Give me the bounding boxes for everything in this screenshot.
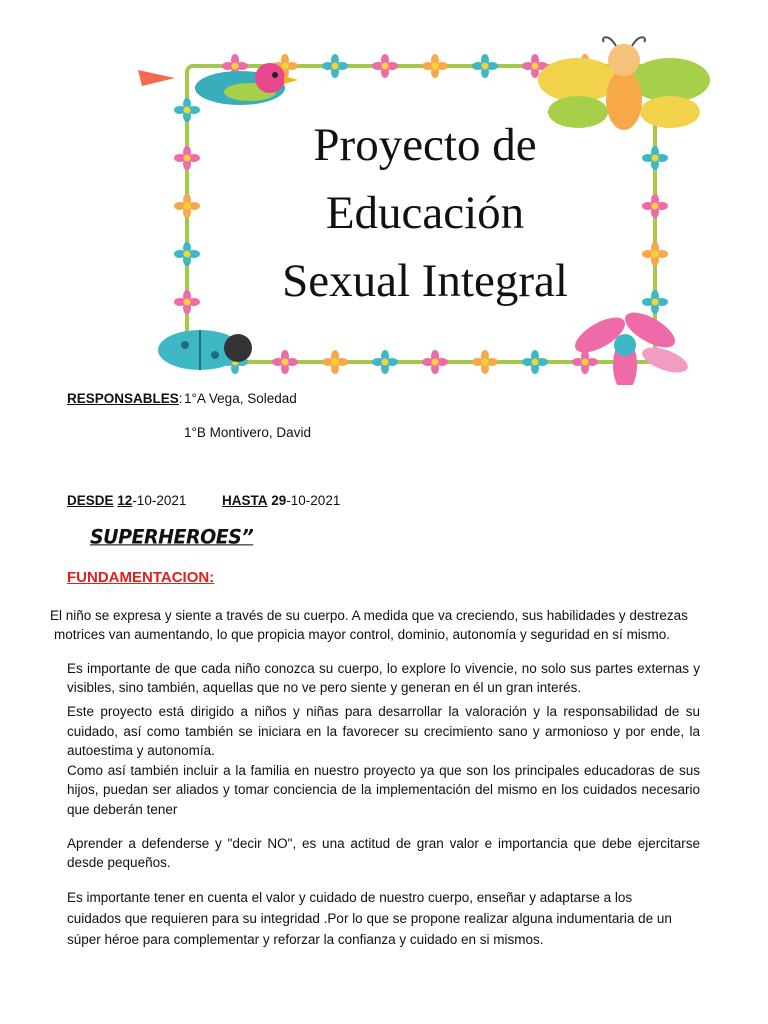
responsables-colon: : xyxy=(178,391,183,406)
paragraph-5-line-1: Es importante tener en cuenta el valor y cuidado de nuestro cuerpo, enseñar y adaptarse a los xyxy=(67,890,633,905)
frame-flower xyxy=(572,350,598,374)
hasta-label: HASTA xyxy=(222,493,268,508)
frame-flower xyxy=(642,194,668,218)
responsables-label: RESPONSABLES xyxy=(67,391,179,406)
responsable-entry-2: 1°B Montivero, David xyxy=(184,425,311,440)
title-banner xyxy=(130,30,710,385)
paragraph-3-line-1: Este proyecto está dirigido a niños y niñas para desarrollar la valoración y la responsabilidad de su xyxy=(67,704,700,719)
paragraph-3-line-5: hijos, puedan ser aliados y tomar conciencia de la implementación del mismo en los cuidados necesario xyxy=(67,782,700,797)
frame-flower xyxy=(322,54,348,78)
frame-flower xyxy=(472,350,498,374)
banner-title-line-2: Educación xyxy=(325,187,525,239)
frame-flower xyxy=(174,194,200,218)
paragraph-3-line-4: Como así también incluir a la familia en nuestro proyecto ya que son los principales educadoras de sus xyxy=(67,763,700,778)
frame-flower xyxy=(272,350,298,374)
paragraph-2-line-2: visibles, sino también, aquellas que no ve pero siente y generan en él un gran interés. xyxy=(67,680,582,695)
banner-title-line-3: Sexual Integral xyxy=(282,255,568,307)
desde-day: 12 xyxy=(117,493,133,508)
paragraph-4-line-1: Aprender a defenderse y "decir NO", es una actitud de gran valor e importancia que debe ejercitarse xyxy=(67,836,700,851)
frame-flower xyxy=(174,146,200,170)
desde-label: DESDE xyxy=(67,493,114,508)
responsable-entry-1: 1°A Vega, Soledad xyxy=(184,391,297,406)
frame-flower xyxy=(422,54,448,78)
frame-flower xyxy=(642,242,668,266)
paragraph-3-line-6: que deberán tener xyxy=(67,802,178,817)
paragraph-3-line-3: autoestima y autonomía. xyxy=(67,743,215,758)
hasta-date xyxy=(222,491,340,510)
paragraph-3-line-2: cuidado, así como también se iniciara en la favorecer su crecimiento sano y armonioso y por ende, la xyxy=(67,724,700,739)
desde-date xyxy=(67,491,186,510)
frame-flower xyxy=(322,350,348,374)
paragraph-2-line-1: Es importante de que cada niño conozca su cuerpo, lo explore lo vivencie, no solo sus partes externas y xyxy=(67,661,700,676)
frame-flower xyxy=(372,54,398,78)
desde-rest: -10-2021 xyxy=(132,493,187,508)
frame-flower xyxy=(642,290,668,314)
frame-flower xyxy=(642,146,668,170)
paragraph-5-line-3: súper héroe para complementar y reforzar la confianza y cuidado en si mismos. xyxy=(67,932,544,947)
frame-flower xyxy=(174,242,200,266)
frame-flower xyxy=(422,350,448,374)
bird-illustration xyxy=(138,63,298,105)
paragraph-4-line-2: desde pequeños. xyxy=(67,855,171,870)
frame-flower xyxy=(472,54,498,78)
fundamentacion-heading: FUNDAMENTACION: xyxy=(67,569,215,586)
frame-flower xyxy=(372,350,398,374)
banner-title-line-1: Proyecto de xyxy=(313,119,537,171)
paragraph-1-line-1: El niño se expresa y siente a través de su cuerpo. A medida que va creciendo, sus habilidades y destrezas xyxy=(50,608,688,623)
frame-flower xyxy=(174,98,200,122)
corner-flower-illustration xyxy=(570,306,691,385)
paragraph-1-line-2: motrices van aumentando, lo que propicia mayor control, dominio, autonomía y seguridad en sí mismo. xyxy=(54,627,671,642)
hasta-day: 29 xyxy=(271,493,287,508)
responsables-label-group xyxy=(67,389,183,408)
paragraph-5-line-2: cuidados que requieren para su integridad .Por lo que se propone realizar alguna indumentaria de un xyxy=(67,911,672,926)
frame-flower xyxy=(174,290,200,314)
hasta-rest: -10-2021 xyxy=(286,493,341,508)
butterfly-illustration xyxy=(538,37,710,130)
superheroes-subtitle: SUPERHEROES” xyxy=(90,525,254,549)
frame-flower xyxy=(522,350,548,374)
